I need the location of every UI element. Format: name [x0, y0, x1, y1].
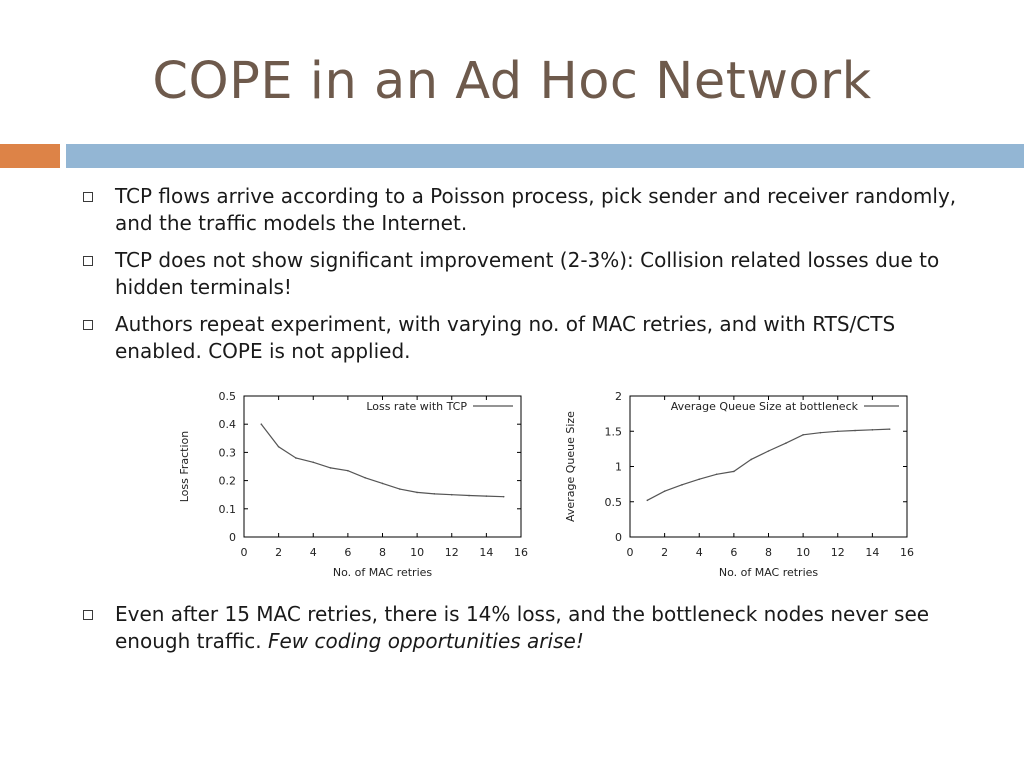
bullet-list-final [80, 601, 980, 665]
y-tick-label: 0.1 [218, 502, 236, 516]
x-tick-label: 0 [240, 546, 248, 559]
data-point [820, 432, 822, 434]
y-tick-label: 0.5 [218, 390, 236, 403]
x-tick-label: 2 [661, 546, 669, 559]
y-tick-label: 0.2 [218, 474, 236, 488]
x-tick-label: 16 [514, 546, 528, 559]
bullet-text: TCP flows arrive according to a Poisson process, pick sender and receiver randomly, and the traffic models the Internet. [115, 184, 957, 235]
y-tick-label: 0 [229, 531, 236, 544]
x-axis-label: No. of MAC retries [718, 566, 819, 579]
data-point [716, 473, 718, 475]
data-point [768, 450, 770, 452]
slide-title: COPE in an Ad Hoc Network [152, 52, 872, 111]
data-point [647, 500, 649, 502]
data-point [347, 470, 349, 472]
data-point [664, 490, 666, 492]
y-tick-label: 0 [615, 531, 622, 544]
plot-frame [244, 396, 521, 537]
data-point [451, 494, 453, 496]
data-point [750, 459, 752, 461]
y-tick-label: 0.4 [218, 418, 236, 432]
data-point [872, 429, 874, 431]
bullet-emphasis: Few coding opportunities arise! [268, 629, 584, 653]
x-axis-label: No. of MAC retries [332, 566, 433, 579]
x-tick-label: 0 [626, 546, 634, 559]
bullet-text: Authors repeat experiment, with varying no. of MAC retries, and with RTS/CTS enabled. COPE is not applied. [115, 312, 896, 363]
data-point [261, 423, 263, 425]
square-bullet-icon [83, 610, 93, 620]
y-tick-label: 1.5 [604, 425, 622, 439]
y-tick-label: 0.3 [218, 446, 236, 460]
data-point [295, 457, 297, 459]
x-tick-label: 14 [479, 546, 494, 559]
data-point [434, 493, 436, 495]
x-tick-label: 16 [900, 546, 914, 559]
data-point [468, 495, 470, 497]
data-point [312, 461, 314, 463]
data-point [698, 478, 700, 480]
data-point [802, 434, 804, 436]
data-point [486, 495, 488, 497]
x-tick-label: 14 [865, 546, 880, 559]
data-point [681, 484, 683, 486]
data-point [733, 471, 735, 473]
y-tick-label: 2 [615, 390, 622, 403]
data-point [889, 428, 891, 430]
y-axis-label: Average Queue Size [564, 411, 577, 522]
x-tick-label: 12 [830, 546, 845, 559]
data-point [416, 492, 418, 494]
x-tick-label: 4 [309, 546, 317, 559]
x-tick-label: 8 [379, 546, 386, 559]
bullet-text: Even after 15 MAC retries, there is 14% loss, and the bottleneck nodes never see enough traffic. [115, 602, 930, 653]
y-tick-label: 1 [615, 460, 622, 474]
bullet-item [80, 601, 980, 655]
legend-label: Average Queue Size at bottleneck [670, 400, 858, 413]
x-tick-label: 2 [275, 546, 283, 559]
x-tick-label: 6 [344, 546, 352, 559]
bullet-text: TCP does not show significant improvement (2-3%): Collision related losses due to hidden terminals! [115, 248, 940, 299]
plot-frame [630, 396, 907, 537]
data-point [382, 483, 384, 485]
data-point [278, 446, 280, 448]
x-tick-label: 12 [444, 546, 459, 559]
x-tick-label: 10 [796, 546, 811, 559]
x-tick-label: 6 [730, 546, 738, 559]
x-tick-label: 8 [765, 546, 772, 559]
data-point [330, 467, 332, 469]
y-tick-label: 0.5 [604, 495, 622, 509]
data-point [399, 488, 401, 490]
series-line [647, 429, 889, 500]
x-tick-label: 10 [410, 546, 425, 559]
y-axis-label: Loss Fraction [178, 430, 191, 503]
data-point [854, 430, 856, 432]
data-point [837, 430, 839, 432]
data-point [785, 442, 787, 444]
x-tick-label: 4 [695, 546, 703, 559]
data-point [364, 477, 366, 479]
legend-label: Loss rate with TCP [366, 400, 467, 413]
series-line [261, 424, 503, 497]
data-point [503, 496, 505, 498]
